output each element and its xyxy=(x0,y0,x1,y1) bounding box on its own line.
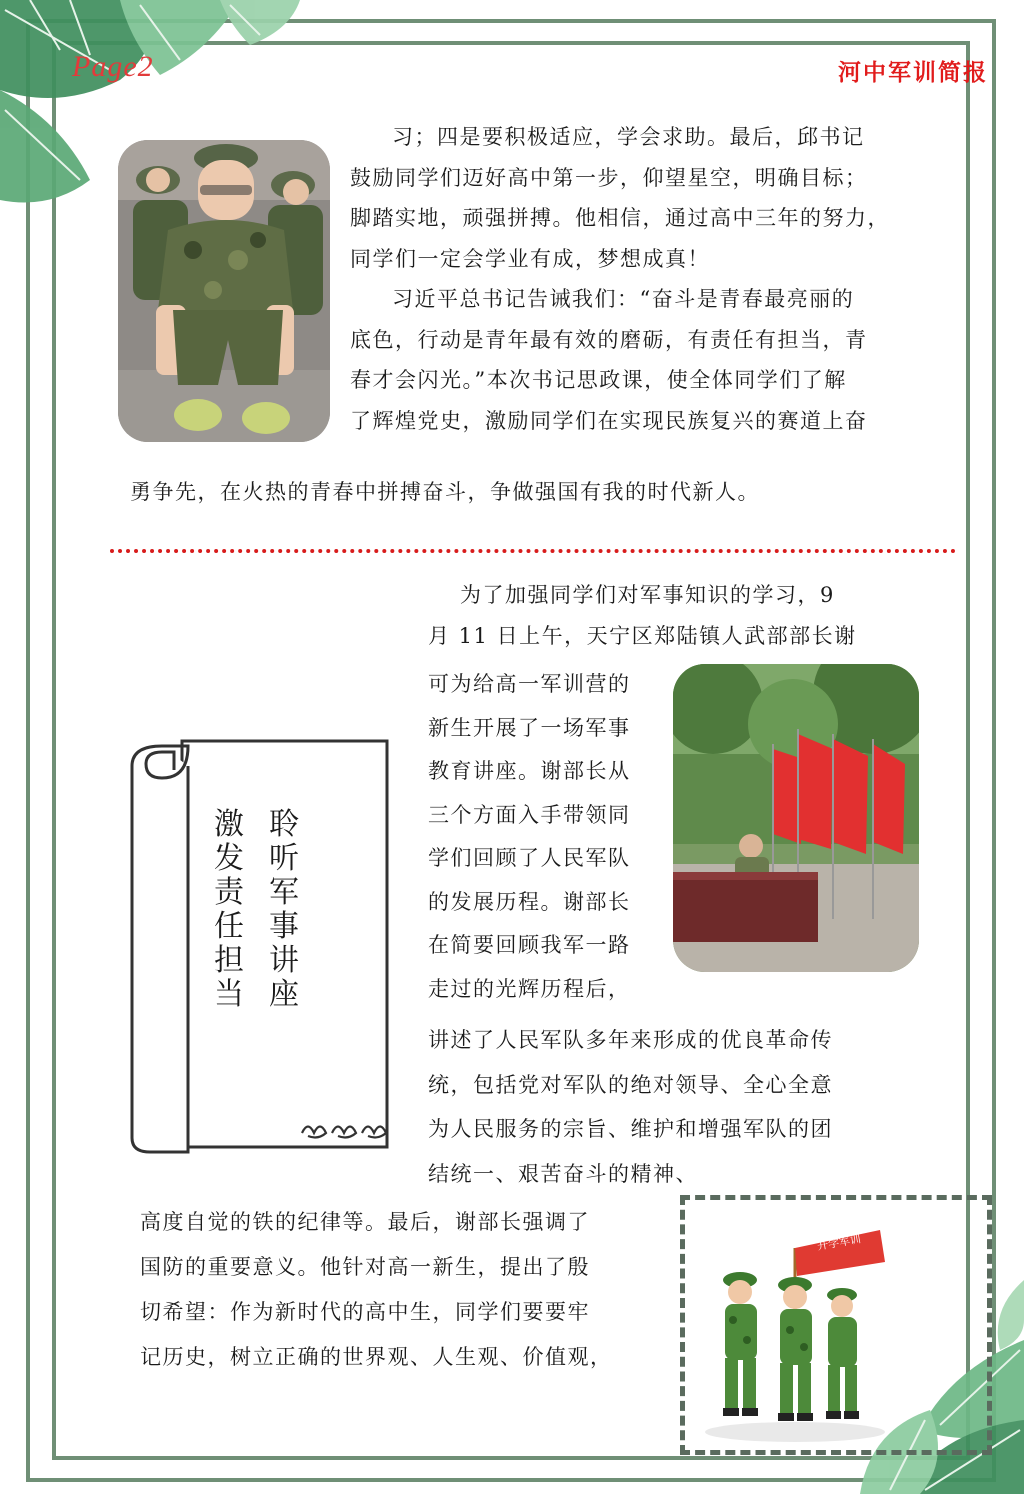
text-line: 的发展历程。谢部长 xyxy=(428,889,631,914)
students-sitting-photo xyxy=(118,140,330,442)
section2-mid-lines xyxy=(428,1018,908,1196)
text-line: 习；四是要积极适应，学会求助。最后，邱书记 xyxy=(392,125,865,149)
dotted-divider xyxy=(110,549,956,553)
text-line: 学们回顾了人民军队 xyxy=(428,846,631,870)
title-char: 军 xyxy=(269,875,299,910)
text-line: 切希望：作为新时代的高中生，同学们要要牢 xyxy=(140,1300,590,1324)
scroll-title-box xyxy=(122,738,396,1160)
text-line: 教育讲座。谢部长从 xyxy=(428,759,631,783)
newsletter-title: 河中军训简报 xyxy=(838,59,988,86)
text-line: 高度自觉的铁的纪律等。最后，谢部长强调了 xyxy=(140,1210,590,1234)
text-line: 在简要回顾我军一路 xyxy=(428,933,631,957)
title-char: 事 xyxy=(269,909,299,944)
text-line: 脚踏实地，顽强拼搏。他相信，通过高中三年的努力， xyxy=(350,206,890,230)
section2-bottom-lines xyxy=(140,1200,670,1380)
text-line: 同学们一定会学业有成，梦想成真！ xyxy=(350,246,710,271)
title-char: 讲 xyxy=(269,943,299,978)
text-line: 三个方面入手带领同 xyxy=(428,802,631,827)
text-line: 国防的重要意义。他针对高一新生，提出了殷 xyxy=(140,1255,590,1279)
text-line: 结统一、艰苦奋斗的精神、 xyxy=(428,1161,698,1186)
title-char: 听 xyxy=(269,841,299,876)
section2-top-lines xyxy=(428,575,928,656)
text-line: 新生开展了一场军事 xyxy=(428,715,631,740)
cartoon-soldiers-box xyxy=(680,1195,992,1455)
text-line: 走过的光辉历程后， xyxy=(428,976,631,1001)
title-char: 座 xyxy=(269,977,299,1012)
text-line: 底色，行动是青年最有效的磨砺，有责任有担当，青 xyxy=(350,327,868,352)
title-char: 激 xyxy=(214,807,244,842)
title-char: 担 xyxy=(214,943,244,978)
text-line: 了辉煌党史，激励同学们在实现民族复兴的赛道上奋 xyxy=(350,408,868,433)
text-line: 为了加强同学们对军事知识的学习，9 xyxy=(460,583,835,607)
text-line: 可为给高一军训营的 xyxy=(428,672,631,696)
text-line: 月 11 日上午，天宁区郑陆镇人武部部长谢 xyxy=(428,623,857,648)
section2-narrow-lines xyxy=(428,663,668,1011)
title-char: 任 xyxy=(214,909,244,944)
title-char: 发 xyxy=(214,841,244,876)
scroll-title-col2 xyxy=(212,808,246,1012)
military-lecture-photo xyxy=(673,664,919,972)
text-line: 习近平总书记告诫我们：“奋斗是青春最亮丽的 xyxy=(392,287,855,311)
flag-text: 开学军训 xyxy=(816,1232,862,1253)
text-line: 为人民服务的宗旨、维护和增强军队的团 xyxy=(428,1117,833,1141)
scroll-title-col1 xyxy=(267,808,301,1012)
text-line: 讲述了人民军队多年来形成的优良革命传 xyxy=(428,1028,833,1052)
text-line: 鼓励同学们迈好高中第一步，仰望星空，明确目标； xyxy=(350,165,868,190)
section1-last-line: 勇争先，在火热的青春中拼搏奋斗，争做强国有我的时代新人。 xyxy=(130,480,760,504)
title-char: 聆 xyxy=(269,807,299,842)
section1-para1 xyxy=(350,117,930,441)
text-line: 记历史，树立正确的世界观、人生观、价值观， xyxy=(140,1345,613,1369)
title-char: 责 xyxy=(214,875,244,910)
title-char: 当 xyxy=(214,977,244,1012)
page-number-label: Page2 xyxy=(72,50,154,83)
text-line: 春才会闪光。”本次书记思政课，使全体同学们了解 xyxy=(350,368,847,392)
text-line: 统，包括党对军队的绝对领导、全心全意 xyxy=(428,1072,833,1097)
